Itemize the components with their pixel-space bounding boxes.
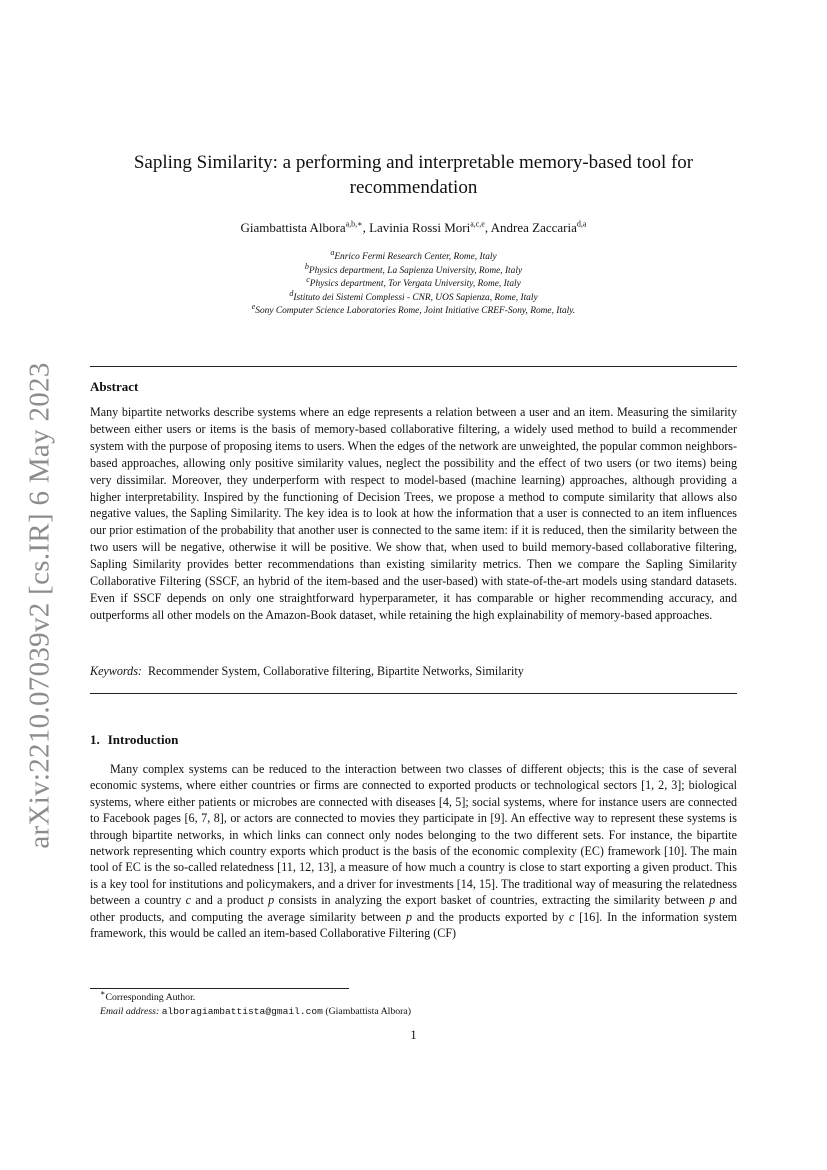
affiliation: $^d$Istituto dei Sistemi Complessi - CNR, UOS Sapienza, Rome, Italy: [289, 288, 538, 303]
author-affiliation-marks: a,b,∗: [345, 219, 363, 229]
math-variable: c: [569, 909, 575, 924]
affiliation: $^b$Physics department, La Sapienza University, Rome, Italy: [304, 261, 523, 276]
abstract-top-rule: [90, 366, 737, 367]
keywords-label: Keywords:: [90, 664, 142, 678]
email-address[interactable]: alboragiambattista@gmail.com: [161, 1006, 323, 1017]
footnote-corresponding: ∗Corresponding Author.: [100, 988, 196, 1003]
author-affiliation-marks: d,a: [576, 219, 587, 229]
section-number: 1.: [90, 732, 100, 747]
arxiv-sidebar-stamp: [20, 361, 60, 849]
affiliation: $^c$Physics department, Tor Vergata University, Rome, Italy: [306, 275, 521, 290]
affiliation: $^e$Sony Computer Science Laboratories Rome, Joint Initiative CREF-Sony, Rome, Italy.: [251, 302, 576, 317]
author-name: Giambattista Albora: [240, 220, 346, 235]
section-heading-introduction: [90, 732, 178, 748]
affiliation-list: [90, 247, 737, 319]
footnote-email: [100, 1005, 737, 1019]
keywords-text: Recommender System, Collaborative filtering, Bipartite Networks, Similarity: [147, 664, 524, 678]
footnote-rule: [90, 988, 349, 989]
footnote: [100, 988, 737, 1019]
paper-title: [90, 150, 737, 200]
abstract-body: Many bipartite networks describe systems where an edge represents a relation between a user and an item. Measuring the similarity between either users or items is the basis of memory-based collaborative filtering, a widely used method to build a recommender system with the purpose of proposing items to users. When the edges of the network are unweighted, the popular common neighbors-based approaches, allowing only positive similarity values, neglect the possibility and the effect of two users (or two items) being very dissimilar. Moreover, they underperform with respect to model-based (machine learning) approaches, although providing a higher interpretability. Inspired by the functioning of Decision Trees, we propose a method to compute similarity that allows also negative values, the Sapling Similarity. The key idea is to look at how the information that a user is connected to an item influences our prior estimation of the probability that another user is connected to the same item: if it is reduced, then the similarity between the two users will be negative, otherwise it will be positive. We show that, when used to build memory-based collaborative filtering, Sapling Similarity provides better recommendations than existing similarity metrics. Then we compare the Sapling Similarity Collaborative Filtering (SSCF, an hybrid of the item-based and the user-based) with state-of-the-art models using standard datasets. Even if SSCF depends on only one straightforward hyperparameter, it has comparable or higher recommending accuracy, and outperforms all other models on the Amazon-Book dataset, while retaining the high explainability of memory-based approaches.: [90, 405, 737, 622]
math-variable: p: [709, 893, 716, 908]
title-line-2: recommendation: [349, 177, 478, 198]
email-label: Email address:: [100, 1006, 160, 1017]
author-name: Lavinia Rossi Mori: [369, 220, 471, 235]
introduction-paragraph: Many complex systems can be reduced to the interaction between two classes of different objects; this is the case of several economic systems, where either countries or firms are connected to exported products or technological sectors [1, 2, 3]; biological systems, where either patients or microbes are connected with diseases [4, 5]; social systems, where for instance users are connected to Facebook pages [6, 7, 8], or actors are connected to movies they participate in [9]. An effective way to represent these systems is through bipartite networks, in which links can connect only nodes belonging to the two different sets. For instance, the bipartite network representing which country exports which product is the basis of the economic complexity (EC) framework [10]. The main tool of EC is the so-called relatedness [11, 12, 13], a measure of how much a country is close to start exporting a given product. This is a key tool for institutions and policymakers, and a driver for investments [14, 15]. The traditional way of measuring the relatedness between a country c and a product p consists in analyzing the export basket of countries, extracting the similarity between p and other products, and computing the average similarity between p and the products exported by c [16]. In the information system framework, this would be called an item-based Collaborative Filtering (CF): [90, 762, 737, 941]
affiliation: $^a$Enrico Fermi Research Center, Rome, Italy: [330, 247, 497, 262]
page-number: 1: [410, 1028, 417, 1042]
math-variable: p: [405, 909, 413, 924]
section-title: Introduction: [107, 732, 179, 747]
keywords: [90, 664, 737, 679]
email-owner: (Giambattista Albora): [325, 1006, 412, 1017]
abstract-heading: Abstract: [90, 379, 139, 394]
author-name: Andrea Zaccaria: [490, 220, 577, 235]
arxiv-id: arXiv:2210.07039v2 [cs.IR] 6 May 2023: [23, 361, 56, 849]
math-variable: p: [268, 893, 275, 908]
author-affiliation-marks: a,c,e: [470, 219, 485, 229]
author-list: Giambattista Albora$^{a,b,∗}$, Lavinia Rossi Mori$^{a,c,e}$, Andrea Zaccaria$^{d,a}$: [240, 219, 587, 235]
math-variable: c: [185, 893, 192, 908]
abstract-bottom-rule: [90, 693, 737, 694]
title-line-1: Sapling Similarity: a performing and interpretable memory-based tool for: [133, 152, 694, 173]
